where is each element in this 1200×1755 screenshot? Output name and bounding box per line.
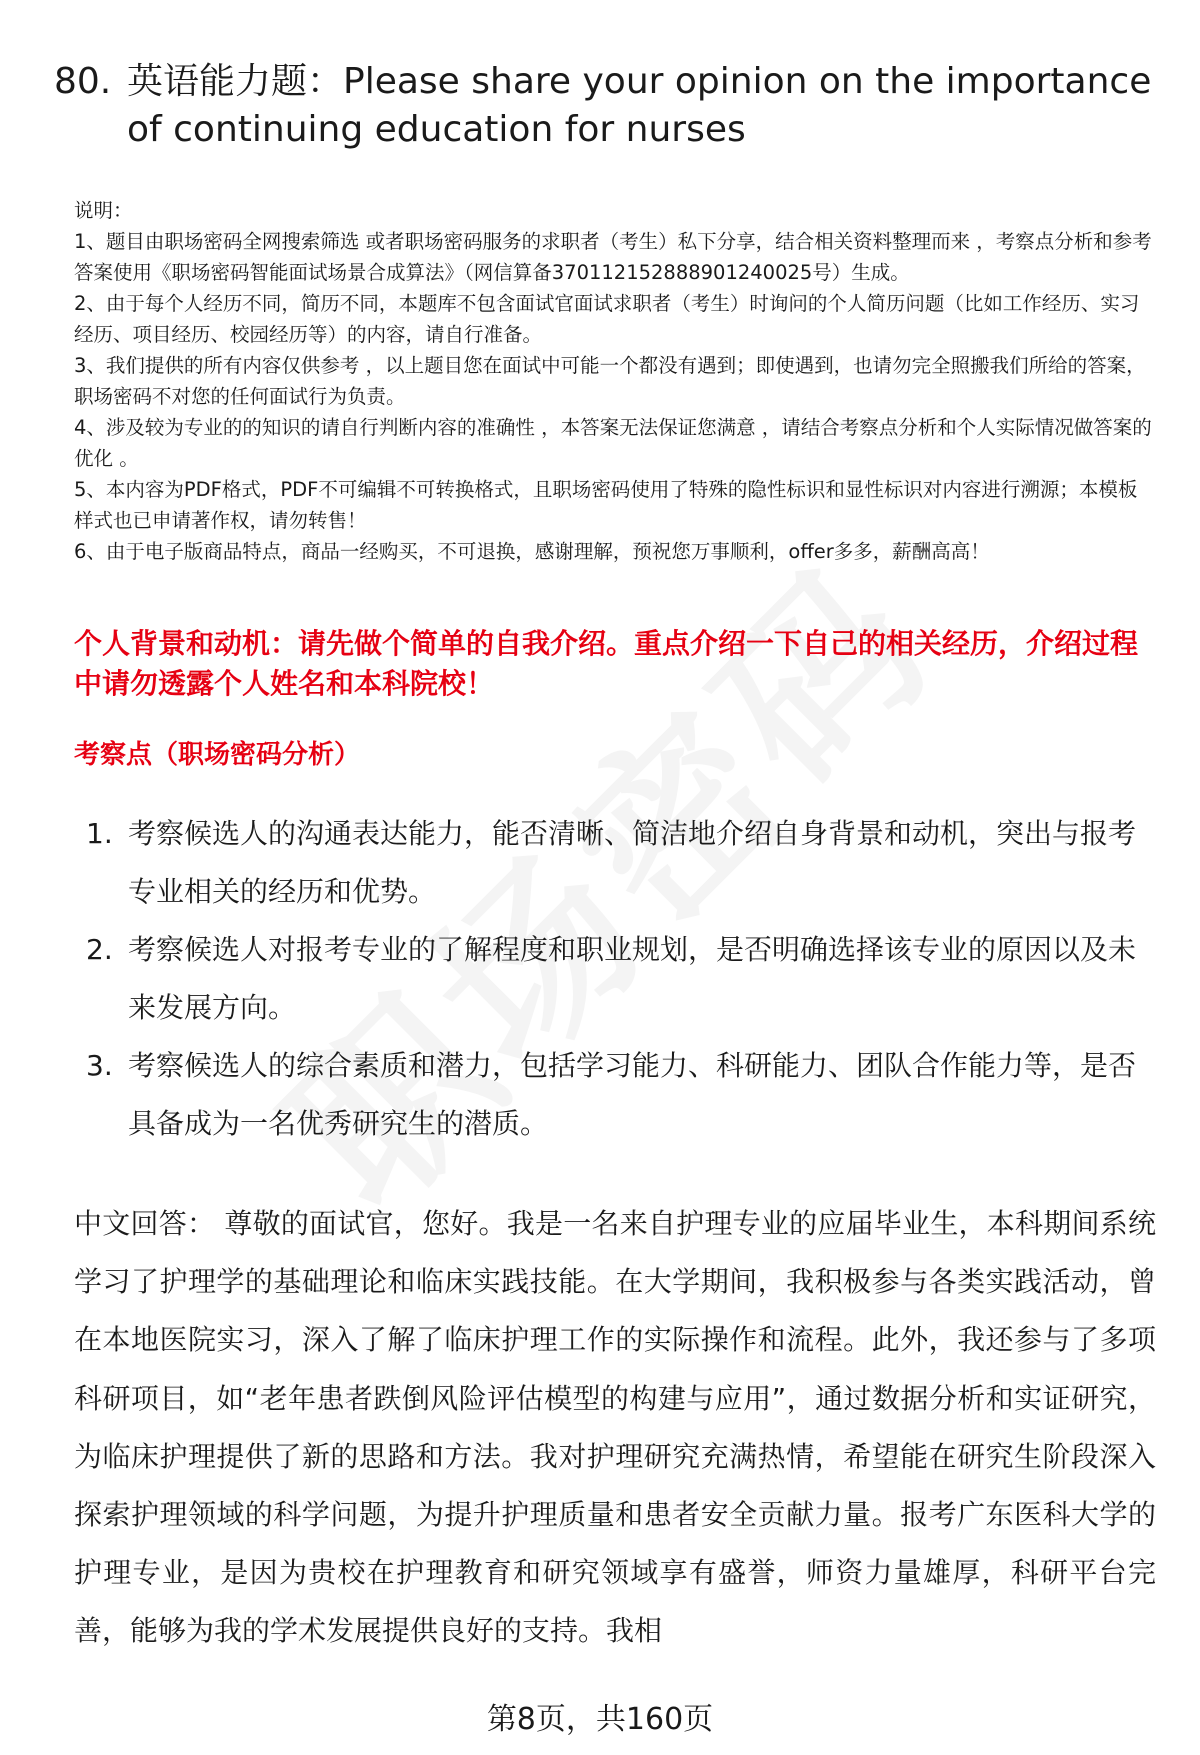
- note-item: 5、本内容为PDF格式，PDF不可编辑不可转换格式，且职场密码使用了特殊的隐性标识和显性标识对内容进行溯源；本模板样式也已申请著作权，请勿转售！: [74, 478, 1138, 532]
- question-title: [54, 58, 1154, 154]
- interview-prompt: 个人背景和动机：请先做个简单的自我介绍。重点介绍一下自己的相关经历，介绍过程中请勿透露个人姓名和本科院校！: [74, 627, 1139, 700]
- note-item: 4、涉及较为专业的的知识的请自行判断内容的准确性 ，本答案无法保证您满意 ，请结合考察点分析和个人实际情况做答案的优化 。: [74, 416, 1152, 470]
- point-number: 1.: [86, 817, 113, 850]
- note-item: 2、由于每个人经历不同，简历不同，本题库不包含面试官面试求职者（考生）时询问的个人简历问题（比如工作经历、实习经历、项目经历、校园经历等）的内容，请自行准备。: [74, 292, 1140, 346]
- analysis-point: [86, 805, 1156, 921]
- point-text: 考察候选人对报考专业的了解程度和职业规划，是否明确选择该专业的原因以及未来发展方向。: [128, 933, 1137, 1024]
- point-text: 考察候选人的沟通表达能力，能否清晰、简洁地介绍自身背景和动机，突出与报考专业相关的经历和优势。: [128, 817, 1137, 908]
- analysis-point: [86, 1037, 1156, 1153]
- page-footer: 第8页，共160页: [486, 1702, 714, 1737]
- note-item: 1、题目由职场密码全网搜索筛选 或者职场密码服务的求职者（考生）私下分享，结合相关资料整理而来 ，考察点分析和参考答案使用《职场密码智能面试场景合成算法》（网信算备370112152888901240025号）生成。: [74, 230, 1152, 284]
- point-number: 3.: [86, 1049, 113, 1082]
- analysis-points: [86, 805, 1156, 1153]
- note-item: 3、我们提供的所有内容仅供参考 ，以上题目您在面试中可能一个都没有遇到；即使遇到，也请勿完全照搬我们所给的答案，职场密码不对您的任何面试行为负责。: [74, 354, 1146, 408]
- notes-heading: 说明：: [74, 199, 133, 222]
- chinese-answer: 中文回答： 尊敬的面试官，您好。我是一名来自护理专业的应届毕业生，本科期间系统学习了护理学的基础理论和临床实践技能。在大学期间，我积极参与各类实践活动，曾在本地医院实习，深入了解了临床护理工作的实际操作和流程。此外，我还参与了多项科研项目，如“老年患者跌倒风险评估模型的构建与应用”，通过数据分析和实证研究，为临床护理提供了新的思路和方法。我对护理研究充满热情，希望能在研究生阶段深入探索护理领域的科学问题，为提升护理质量和患者安全贡献力量。报考广东医科大学的护理专业，是因为贵校在护理教育和研究领域享有盛誉，师资力量雄厚，科研平台完善，能够为我的学术发展提供良好的支持。我相: [74, 1207, 1156, 1648]
- point-number: 2.: [86, 933, 113, 966]
- point-text: 考察候选人的综合素质和潜力，包括学习能力、科研能力、团队合作能力等，是否具备成为一名优秀研究生的潜质。: [128, 1049, 1137, 1140]
- notes-section: [74, 195, 1156, 567]
- analysis-heading: 考察点（职场密码分析）: [74, 740, 361, 770]
- question-number: 80.: [54, 61, 112, 102]
- analysis-point: [86, 921, 1156, 1037]
- note-item: 6、由于电子版商品特点，商品一经购买，不可退换，感谢理解，预祝您万事顺利，offer多多，薪酬高高！: [74, 540, 990, 563]
- question-text: 英语能力题：Please share your opinion on the importance of continuing education for nurses: [127, 61, 1152, 150]
